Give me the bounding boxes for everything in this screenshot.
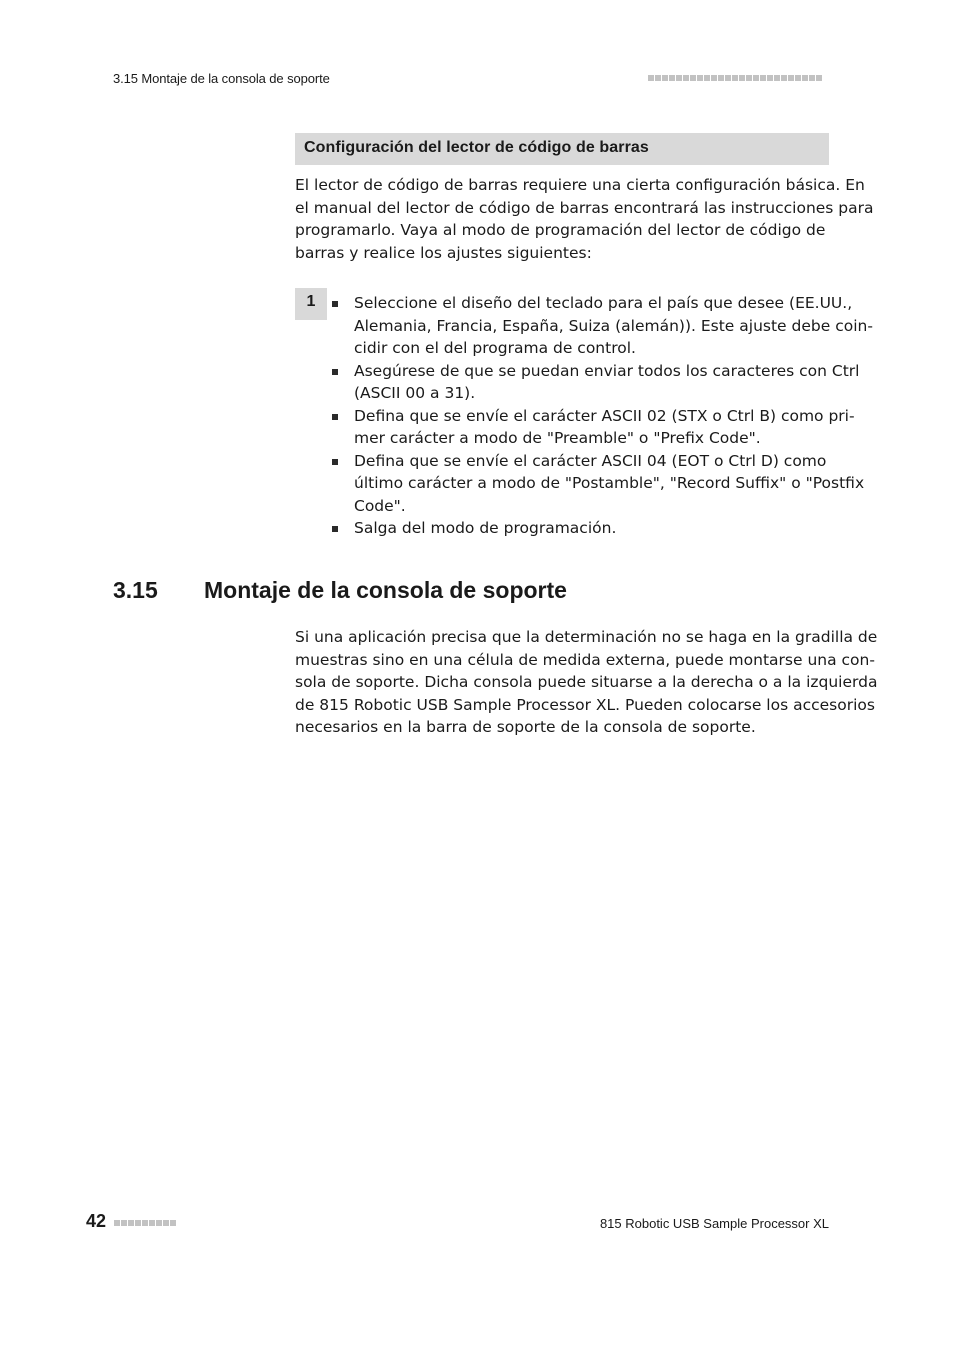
bullet-line: Salga del modo de programación. (354, 519, 617, 537)
step-number: 1 (306, 293, 316, 310)
page-number: 42 (86, 1211, 107, 1231)
subsection-title: Configuración del lector de código de barras (304, 139, 649, 156)
footer-decoration (114, 1220, 176, 1226)
bullet-line: último carácter a modo de "Postamble", "Record Suffix" o "Postfix (354, 474, 865, 492)
bullet-line: Defina que se envíe el carácter ASCII 02 (STX o Ctrl B) como pri- (354, 406, 855, 425)
bullet-line: Code". (354, 496, 406, 515)
body-line: de 815 Robotic USB Sample Processor XL. Pueden colocarse los accesorios (295, 695, 875, 714)
list-item (332, 292, 873, 360)
subsection-intro (295, 174, 874, 264)
bullet-line: cidir con el del programa de control. (354, 339, 636, 357)
section-body (295, 626, 878, 739)
bullet-line: Alemania, Francia, España, Suiza (alemán)). Este ajuste debe coin- (354, 316, 873, 335)
bullet-square-icon (332, 414, 338, 420)
bullet-square-icon (332, 369, 338, 375)
body-line: sola de soporte. Dicha consola puede situarse a la derecha o a la izquierda (295, 673, 878, 691)
running-head: 3.15 Montaje de la consola de soporte (113, 71, 330, 86)
intro-line: El lector de código de barras requiere una cierta configuración básica. En (295, 176, 865, 194)
bullet-line: Seleccione el diseño del teclado para el país que desee (EE.UU., (354, 294, 853, 312)
footer-product-name: 815 Robotic USB Sample Processor XL (599, 1216, 829, 1231)
body-line: necesarios en la barra de soporte de la consola de soporte. (295, 718, 756, 736)
list-item (332, 450, 865, 518)
intro-line: barras y realice los ajustes siguientes: (295, 243, 592, 262)
list-item (332, 405, 855, 450)
body-line: Si una aplicación precisa que la determinación no se haga en la gradilla de (295, 628, 878, 646)
section-number: 3.15 (113, 577, 158, 603)
list-item (332, 360, 860, 405)
intro-line: el manual del lector de código de barras encontrará las instrucciones para (295, 198, 874, 217)
bullet-square-icon (332, 526, 338, 532)
bullet-line: Defina que se envíe el carácter ASCII 04 (EOT o Ctrl D) como (354, 451, 827, 470)
section-title: Montaje de la consola de soporte (204, 577, 567, 603)
header-decoration (648, 75, 822, 81)
bullet-line: mer carácter a modo de "Preamble" o "Prefix Code". (354, 429, 761, 447)
bullet-line: (ASCII 00 a 31). (354, 384, 476, 402)
step-number-box (295, 288, 327, 320)
step-bullet-list (332, 292, 873, 540)
intro-line: programarlo. Vaya al modo de programación del lector de código de (295, 221, 826, 239)
list-item (332, 517, 832, 540)
subsection-heading-box (295, 133, 829, 165)
bullet-line: Asegúrese de que se puedan enviar todos los caracteres con Ctrl (354, 361, 860, 380)
body-line: muestras sino en una célula de medida externa, puede montarse una con- (295, 650, 875, 669)
bullet-square-icon (332, 301, 338, 307)
bullet-square-icon (332, 459, 338, 465)
